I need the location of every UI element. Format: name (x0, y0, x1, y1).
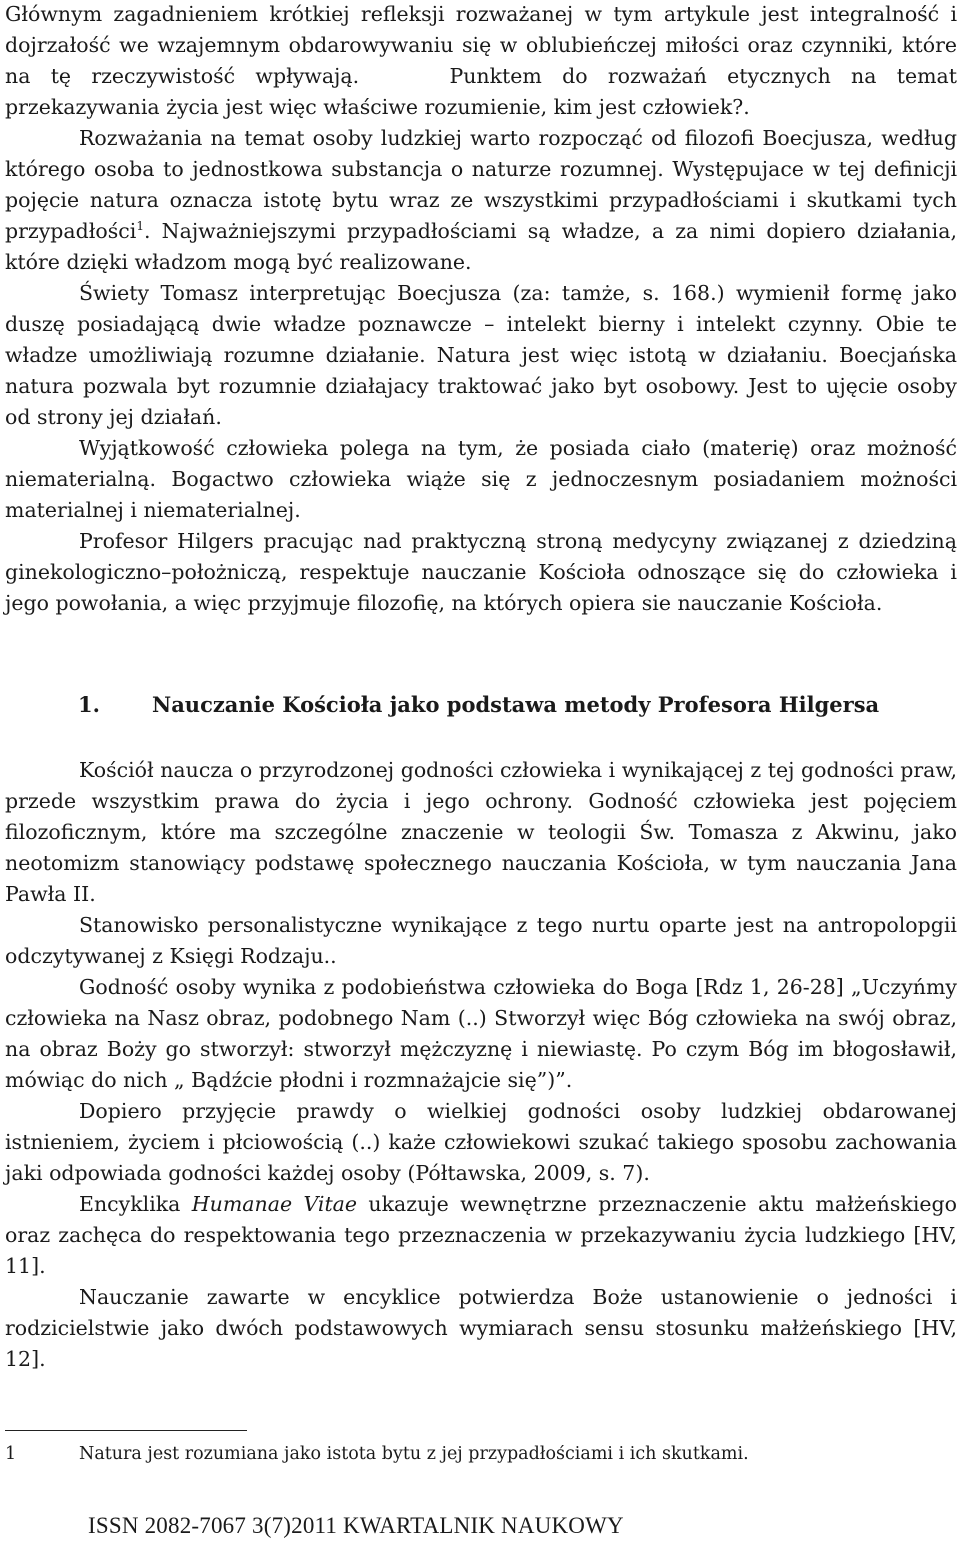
paragraph-text: Najważniejszymi przypadłościami są władze, a za nimi dopiero działania, które dzięki władzom mogą być realizowane. (5, 219, 957, 274)
section-number: 1. (78, 692, 100, 717)
paragraph: Dopiero przyjęcie prawdy o wielkiej godności osoby ludzkiej obdarowanej istnieniem, życiem i płciowością (..) każe człowiekowi szukać takiego sposobu zachowania jaki odpowiada godności każdej osoby (Półtawska, 2009, s. 7). (5, 1099, 957, 1185)
page-footer: ISSN 2082-7067 3(7)2011 KWARTALNIK NAUKOWY (88, 1513, 624, 1538)
paragraph-text: ukazuje wewnętrzne przeznaczenie aktu małżeńskiego oraz zachęca do respektowania tego przeznaczenia w przekazywaniu życia ludzkiego [HV, 11]. (5, 1192, 957, 1278)
paragraph-text: Punktem do rozważań etycznych na temat przekazywania życia jest więc właściwe rozumienie, kim jest człowiek?. (5, 64, 957, 119)
footnote-text: Natura jest rozumiana jako istota bytu z jej przypadłościami i ich skutkami. (79, 1444, 749, 1464)
paragraph: Wyjątkowość człowieka polega na tym, że posiada ciało (materię) oraz możność niematerialną. Bogactwo człowieka wiąże się z jednoczesnym posiadaniem możności materialnej i niematerialnej. (5, 436, 957, 522)
paragraph: Godność osoby wynika z podobieństwa człowieka do Boga [Rdz 1, 26-28] „Uczyńmy człowieka na Nasz obraz, podobnego Nam (..) Stworzył więc Bóg człowieka na swój obraz, na obraz Boży go stworzył: stworzył mężczyznę i niewiastę. Po czym Bóg im błogosławił, mówiąc do nich „ Bądźcie płodni i rozmnażajcie się”)”. (5, 975, 957, 1092)
footnote-reference[interactable]: 1 (136, 219, 144, 234)
paragraph-text: Rozważania na temat osoby ludzkiej warto rozpocząć od filozofi Boecjusza, według którego osoba to jednostkowa substancja o naturze rozumnej. Występujace w tej definicji pojęcie natura oznacza istotę bytu wraz ze wszystkimi przypadłościami i skutkami tych przypadłości (5, 126, 957, 243)
paragraph-text: Encyklika (79, 1192, 192, 1216)
paragraph (5, 1189, 957, 1282)
section-title: Nauczanie Kościoła jako podstawa metody Profesora Hilgersa (152, 692, 880, 717)
paragraph: Świety Tomasz interpretując Boecjusza (za: tamże, s. 168.) wymienił formę jako duszę posiadającą dwie władze poznawcze – intelekt bierny i intelekt czynny. Obie te władze umożliwiają rozumne działanie. Natura jest więc istotą w działaniu. Boecjańska natura pozwala byt rozumnie działajacy traktować jako byt osobowy. Jest to ujęcie osoby od strony jej działań. (5, 281, 957, 429)
footnote-number: 1 (5, 1444, 17, 1464)
section-body (5, 755, 957, 1375)
paragraph: Profesor Hilgers pracując nad praktyczną stroną medycyny związanej z dziedziną ginekologiczno–położniczą, respektuje nauczanie Kościoła odnoszące się do człowieka i jego powołania, a więc przyjmuje filozofię, na których opiera sie nauczanie Kościoła. (5, 529, 957, 615)
paragraph: Stanowisko personalistyczne wynikające z tego nurtu oparte jest na antropolopgii odczytywanej z Księgi Rodzaju.. (5, 913, 957, 968)
paragraph: Rozważania na temat osoby ludzkiej warto rozpocząć od filozofi Boecjusza, według którego osoba to jednostkowa substancja o naturze rozumnej. Występujace w tej definicji pojęcie natura oznacza istotę bytu wraz ze wszystkimi przypadłościami i skutkami tych przypadłości$^1$. Najważniejszymi przypadłościami są władze, a za nimi dopiero działania, które dzięki władzom mogą być realizowane. (5, 126, 957, 274)
intro-text (5, 0, 957, 619)
footnote-divider (5, 1430, 247, 1431)
paragraph: Kościół naucza o przyrodzonej godności człowieka i wynikającej z tej godności praw, przede wszystkim prawa do życia i jego ochrony. Godność człowieka jest pojęciem filozoficznym, które ma szczególne znaczenie w teologii Św. Tomasza z Akwinu, jako neotomizm stanowiący podstawę społecznego nauczania Kościoła, w tym nauczania Jana Pawła II. (5, 758, 957, 906)
encyclical-title: Humanae Vitae (191, 1192, 358, 1216)
paragraph (5, 0, 957, 123)
paragraph: Nauczanie zawarte w encyklice potwierdza Boże ustanowienie o jedności i rodzicielstwie jako dwóch podstawowych wymiarach sensu stosunku małżeńskiego [HV, 12]. (5, 1285, 957, 1371)
paragraph-text: Głównym zagadnieniem krótkiej refleksji rozważanej w tym artykule jest integralność i dojrzałość we wzajemnym obdarowywaniu się w oblubieńczej miłości oraz czynniki, które na tę rzeczywistość wpływają. (5, 2, 957, 88)
